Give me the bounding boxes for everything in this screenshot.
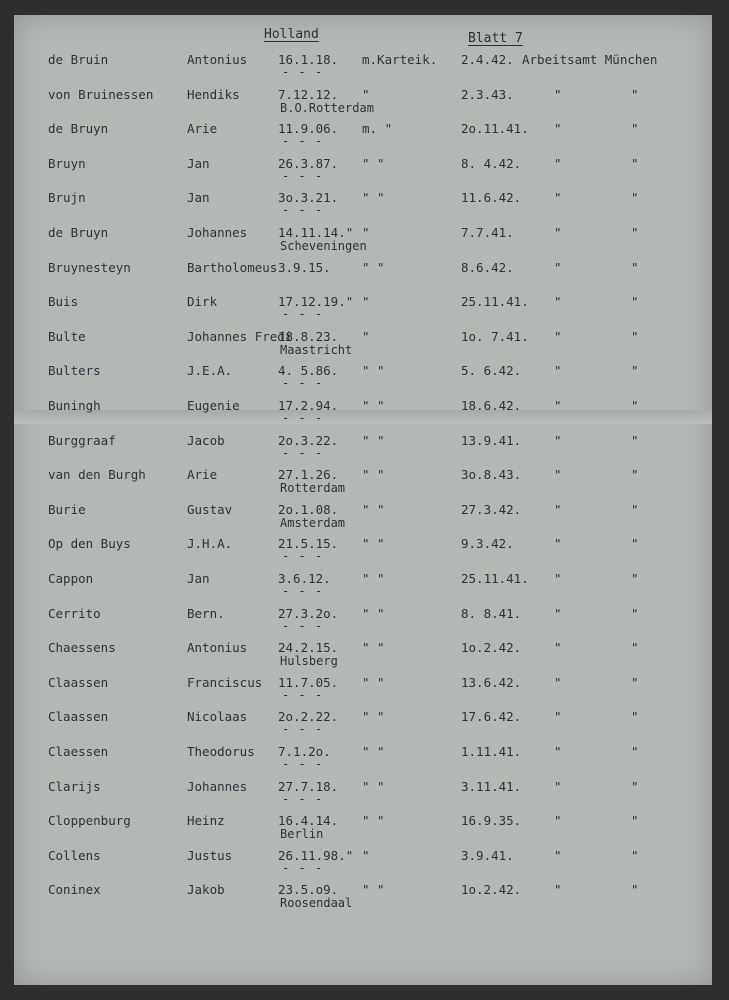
note-cell: " " — [362, 259, 385, 275]
ditto-mark: " — [631, 259, 639, 275]
ditto-mark: " — [554, 432, 562, 448]
given-name-cell: Jan — [187, 155, 210, 171]
given-name-cell: Nicolaas — [187, 709, 248, 725]
dash-mark: - - - — [282, 687, 324, 702]
surname-cell: Bruynesteyn — [48, 259, 131, 275]
given-name-cell: Arie — [187, 121, 218, 137]
surname-cell: Cappon — [48, 571, 94, 586]
ditto-mark: " — [554, 86, 562, 102]
ditto-mark: " — [631, 190, 639, 206]
given-name-cell: Justus — [187, 847, 233, 863]
note-cell: " " — [362, 398, 385, 413]
given-name-cell: Bartholomeus — [187, 259, 278, 275]
dash-mark: - - - — [282, 65, 324, 79]
birth-date-cell: 7.1.2o. — [278, 744, 331, 759]
surname-cell: Claessen — [48, 744, 109, 759]
registration-date-cell: 1o.2.42. — [461, 640, 522, 656]
given-name-cell: Johannes — [187, 778, 248, 794]
given-name-cell: Theodorus — [187, 744, 255, 759]
place-cell: Maastricht — [280, 342, 353, 357]
ditto-mark: " — [554, 501, 562, 517]
ditto-mark: " — [631, 86, 639, 102]
registration-date-cell: 1o.2.42. — [461, 882, 522, 898]
note-cell: " — [362, 225, 370, 240]
surname-cell: Coninex — [48, 882, 101, 898]
ditto-mark: " — [554, 778, 562, 794]
note-cell: " " — [362, 536, 385, 552]
ditto-mark: " — [631, 294, 639, 310]
registration-date-cell: 8. 4.42. — [461, 155, 522, 171]
note-cell: " — [362, 847, 370, 863]
birth-date-cell: 3o.3.21. — [278, 190, 339, 206]
ditto-mark: " — [554, 813, 562, 829]
ditto-mark: " — [554, 363, 562, 379]
surname-cell: Burggraaf — [48, 432, 116, 448]
sheet-number: Blatt 7 — [468, 31, 523, 46]
note-cell: " " — [362, 571, 385, 586]
given-name-cell: J.E.A. — [187, 363, 233, 379]
registration-date-cell: 25.11.41. — [461, 571, 529, 586]
ditto-mark: " — [554, 467, 562, 483]
registration-date-cell: 27.3.42. — [461, 501, 522, 517]
ditto-mark: " — [554, 847, 562, 863]
birth-date-cell: 2o.3.22. — [278, 432, 339, 448]
dash-mark: - - - — [282, 203, 324, 218]
ditto-mark: " — [554, 536, 562, 552]
note-cell: " " — [362, 778, 385, 794]
note-cell: " " — [362, 363, 385, 379]
surname-cell: Cerrito — [48, 605, 101, 621]
note-cell: " " — [362, 501, 385, 517]
ditto-mark: " — [554, 155, 562, 171]
birth-date-cell: 7.12.12. — [278, 86, 339, 102]
given-name-cell: Dirk — [187, 294, 218, 310]
note-cell: " " — [362, 882, 385, 898]
birth-date-cell: 17.12.19." — [278, 294, 354, 310]
given-name-cell: Johannes — [187, 225, 248, 240]
dash-mark: - - - — [282, 791, 324, 806]
note-cell: m. " — [362, 121, 393, 137]
registration-date-cell: 5. 6.42. — [461, 363, 522, 379]
birth-date-cell: 24.2.15. — [278, 640, 339, 656]
place-cell: Scheveningen — [280, 239, 367, 253]
given-name-cell: Jacob — [187, 432, 225, 448]
note-cell: " " — [362, 744, 385, 759]
birth-date-cell: 26.11.98." — [278, 847, 354, 863]
surname-cell: Claassen — [48, 674, 109, 690]
given-name-cell: Arie — [187, 467, 218, 483]
surname-cell: Bulte — [48, 328, 86, 344]
registration-date-cell: 13.6.42. — [461, 674, 522, 690]
ditto-mark: " — [554, 882, 562, 898]
registration-date-cell: 1.11.41. — [461, 744, 522, 759]
birth-date-cell: 27.3.2o. — [278, 605, 339, 621]
registration-date-cell: 17.6.42. — [461, 709, 522, 725]
birth-date-cell: 3.9.15. — [278, 259, 331, 275]
surname-cell: de Bruin — [48, 52, 109, 67]
ditto-mark: " — [631, 605, 639, 621]
place-cell: Amsterdam — [280, 515, 346, 530]
surname-cell: Burie — [48, 501, 86, 517]
place-cell: Rotterdam — [280, 481, 346, 496]
dash-mark: - - - — [282, 549, 324, 564]
given-name-cell: Bern. — [187, 605, 225, 621]
registration-date-cell: 3.11.41. — [461, 778, 522, 794]
ditto-mark: " — [631, 536, 639, 552]
dash-mark: - - - — [282, 445, 324, 460]
birth-date-cell: 21.5.15. — [278, 536, 339, 552]
birth-date-cell: 18.8.23. — [278, 328, 339, 344]
note-cell: " " — [362, 432, 385, 448]
surname-cell: Buis — [48, 294, 79, 310]
ditto-mark: " — [631, 328, 639, 344]
ditto-mark: " — [554, 259, 562, 275]
note-cell: " " — [362, 709, 385, 725]
ditto-mark: " — [631, 225, 639, 240]
dash-mark: - - - — [282, 411, 324, 425]
place-cell: B.O.Rotterdam — [280, 100, 374, 115]
birth-date-cell: 26.3.87. — [278, 155, 339, 171]
registration-date-cell: 18.6.42. — [461, 398, 522, 413]
registration-date-cell: 3.9.41. — [461, 847, 514, 863]
dash-mark: - - - — [282, 722, 324, 737]
given-name-cell: J.H.A. — [187, 536, 233, 552]
place-cell: Berlin — [280, 827, 324, 842]
surname-cell: von Bruinessen — [48, 86, 154, 102]
surname-cell: Bulters — [48, 363, 101, 379]
registration-date-cell: 11.6.42. — [461, 190, 522, 206]
dash-mark: - - - — [282, 618, 324, 633]
birth-date-cell: 16.4.14. — [278, 813, 339, 829]
birth-date-cell: 4. 5.86. — [278, 363, 339, 379]
birth-date-cell: 2o.1.08. — [278, 501, 339, 517]
given-name-cell: Gustav — [187, 501, 233, 517]
surname-cell: Clarijs — [48, 778, 101, 794]
birth-date-cell: 16.1.18. — [278, 52, 339, 67]
ditto-mark: " — [554, 121, 562, 137]
document-page — [14, 15, 712, 985]
given-name-cell: Eugenie — [187, 398, 240, 413]
given-name-cell: Hendiks — [187, 86, 240, 102]
ditto-mark: " — [631, 640, 639, 656]
given-name-cell: Antonius — [187, 52, 248, 67]
given-name-cell: Jakob — [187, 882, 225, 898]
birth-date-cell: 11.9.06. — [278, 121, 339, 137]
dash-mark: - - - — [282, 376, 324, 391]
ditto-mark: " — [631, 155, 639, 171]
given-name-cell: Johannes Fredi — [187, 328, 293, 344]
birth-date-cell: 3.6.12. — [278, 571, 331, 586]
registration-date-cell: 8. 8.41. — [461, 605, 522, 621]
registration-date-cell: 2.4.42. — [461, 52, 514, 67]
dash-mark: - - - — [282, 307, 324, 322]
ditto-mark: " — [631, 363, 639, 379]
office-cell: Arbeitsamt München — [522, 52, 658, 67]
ditto-mark: " — [554, 571, 562, 586]
dash-mark: - - - — [282, 860, 324, 875]
given-name-cell: Jan — [187, 190, 210, 206]
dash-mark: - - - — [282, 584, 324, 598]
ditto-mark: " — [554, 225, 562, 240]
place-cell: Hulsberg — [280, 654, 338, 669]
surname-cell: Buningh — [48, 398, 101, 413]
birth-date-cell: 23.5.o9. — [278, 882, 339, 898]
surname-cell: de Bruyn — [48, 225, 109, 240]
note-cell: " " — [362, 813, 385, 829]
ditto-mark: " — [554, 744, 562, 759]
ditto-mark: " — [554, 294, 562, 310]
ditto-mark: " — [631, 467, 639, 483]
note-cell: " " — [362, 605, 385, 621]
note-cell: " — [362, 294, 370, 310]
ditto-mark: " — [631, 571, 639, 586]
ditto-mark: " — [554, 605, 562, 621]
surname-cell: Collens — [48, 847, 101, 863]
given-name-cell: Heinz — [187, 813, 225, 829]
registration-date-cell: 2.3.43. — [461, 86, 514, 102]
place-cell: Roosendaal — [280, 896, 353, 911]
dash-mark: - - - — [282, 168, 324, 183]
ditto-mark: " — [631, 121, 639, 137]
registration-date-cell: 9.3.42. — [461, 536, 514, 552]
ditto-mark: " — [631, 398, 639, 413]
ditto-mark: " — [631, 882, 639, 898]
ditto-mark: " — [554, 674, 562, 690]
ditto-mark: " — [631, 432, 639, 448]
surname-cell: Bruyn — [48, 155, 86, 171]
registration-date-cell: 25.11.41. — [461, 294, 529, 310]
registration-date-cell: 16.9.35. — [461, 813, 522, 829]
surname-cell: de Bruyn — [48, 121, 109, 137]
ditto-mark: " — [554, 640, 562, 656]
note-cell: " " — [362, 467, 385, 483]
note-cell: " — [362, 86, 370, 102]
record-row — [14, 882, 712, 922]
surname-cell: Chaessens — [48, 640, 116, 656]
ditto-mark: " — [631, 778, 639, 794]
surname-cell: Claassen — [48, 709, 109, 725]
note-cell: " " — [362, 640, 385, 656]
surname-cell: Op den Buys — [48, 536, 131, 552]
registration-date-cell: 7.7.41. — [461, 225, 514, 240]
registration-date-cell: 2o.11.41. — [461, 121, 529, 137]
registration-date-cell: 8.6.42. — [461, 259, 514, 275]
surname-cell: Brujn — [48, 190, 86, 206]
birth-date-cell: 27.1.26. — [278, 467, 339, 483]
ditto-mark: " — [554, 190, 562, 206]
ditto-mark: " — [554, 328, 562, 344]
birth-date-cell: 11.7.05. — [278, 674, 339, 690]
note-cell: " — [362, 328, 370, 344]
country-heading: Holland — [264, 27, 319, 42]
surname-cell: Cloppenburg — [48, 813, 131, 829]
given-name-cell: Jan — [187, 571, 210, 586]
registration-date-cell: 13.9.41. — [461, 432, 522, 448]
ditto-mark: " — [631, 709, 639, 725]
note-cell: " " — [362, 155, 385, 171]
birth-date-cell: 2o.2.22. — [278, 709, 339, 725]
dash-mark: - - - — [282, 757, 324, 771]
birth-date-cell: 14.11.14." — [278, 225, 354, 240]
registration-date-cell: 3o.8.43. — [461, 467, 522, 483]
ditto-mark: " — [631, 501, 639, 517]
note-cell: m.Karteik. — [362, 52, 438, 67]
note-cell: " " — [362, 674, 385, 690]
given-name-cell: Franciscus — [187, 674, 263, 690]
birth-date-cell: 27.7.18. — [278, 778, 339, 794]
ditto-mark: " — [554, 398, 562, 413]
ditto-mark: " — [631, 744, 639, 759]
ditto-mark: " — [554, 709, 562, 725]
birth-date-cell: 17.2.94. — [278, 398, 339, 413]
given-name-cell: Antonius — [187, 640, 248, 656]
ditto-mark: " — [631, 813, 639, 829]
surname-cell: van den Burgh — [48, 467, 146, 483]
ditto-mark: " — [631, 674, 639, 690]
note-cell: " " — [362, 190, 385, 206]
ditto-mark: " — [631, 847, 639, 863]
registration-date-cell: 1o. 7.41. — [461, 328, 529, 344]
dash-mark: - - - — [282, 134, 324, 149]
